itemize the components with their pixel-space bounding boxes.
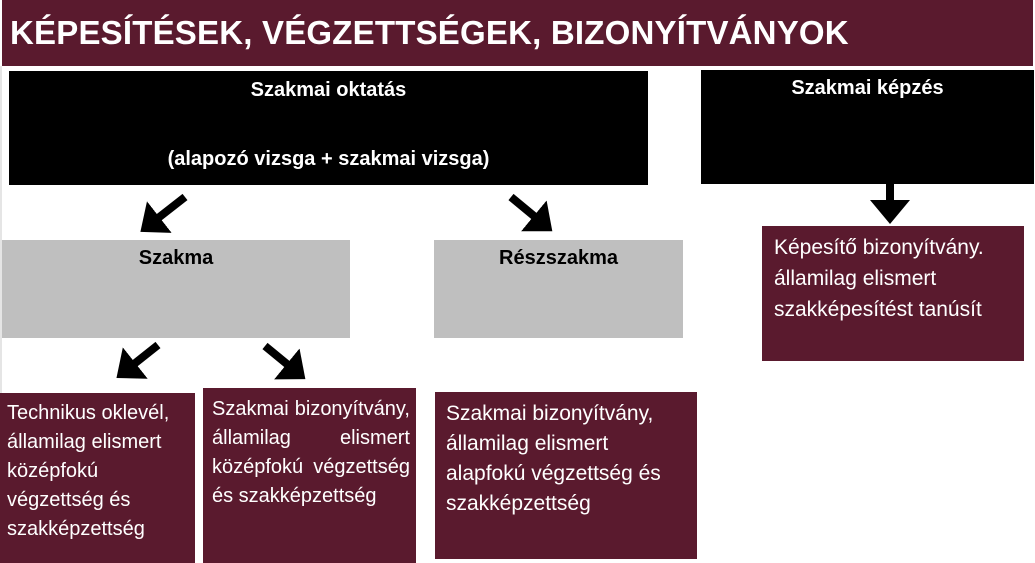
szakmai-oktatas-subtitle: (alapozó vizsga + szakmai vizsga) <box>167 148 490 170</box>
szakma-title: Szakma <box>138 247 214 269</box>
technikus-oklevel-text: Technikus oklevél, államilag elismert középfokú végzettség és szakképzettség <box>7 402 170 540</box>
szakmai-bizonyitvany-kozepfoku-text: Szakmai bizonyítvány, államilag elismert középfokú végzettség és szakképzettség <box>212 398 410 507</box>
szakmai-oktatas-title: Szakmai oktatás <box>250 79 407 101</box>
reszszakma-title: Részszakma <box>499 247 618 269</box>
arrow-szakma-to-szakmai-bizonyitvany <box>265 346 293 369</box>
szakmai-kepzes-title: Szakmai képzés <box>791 77 944 99</box>
arrow-oktatas-to-szakma <box>153 197 185 222</box>
page-title: KÉPESÍTÉSEK, VÉGZETTSÉGEK, BIZONYÍTVÁNYOK <box>2 0 1033 66</box>
szakmai-bizonyitvany-alapfoku-text: Szakmai bizonyítvány, államilag elismert alapfokú végzettség és szakképzettség <box>446 402 661 515</box>
arrow-szakma-to-technikus <box>129 345 158 368</box>
kepesito-bizonyitvany-text: Képesítő bizonyítvány. államilag elismert szakképesítést tanúsít <box>774 236 984 321</box>
arrow-oktatas-to-reszszakma <box>511 197 540 221</box>
